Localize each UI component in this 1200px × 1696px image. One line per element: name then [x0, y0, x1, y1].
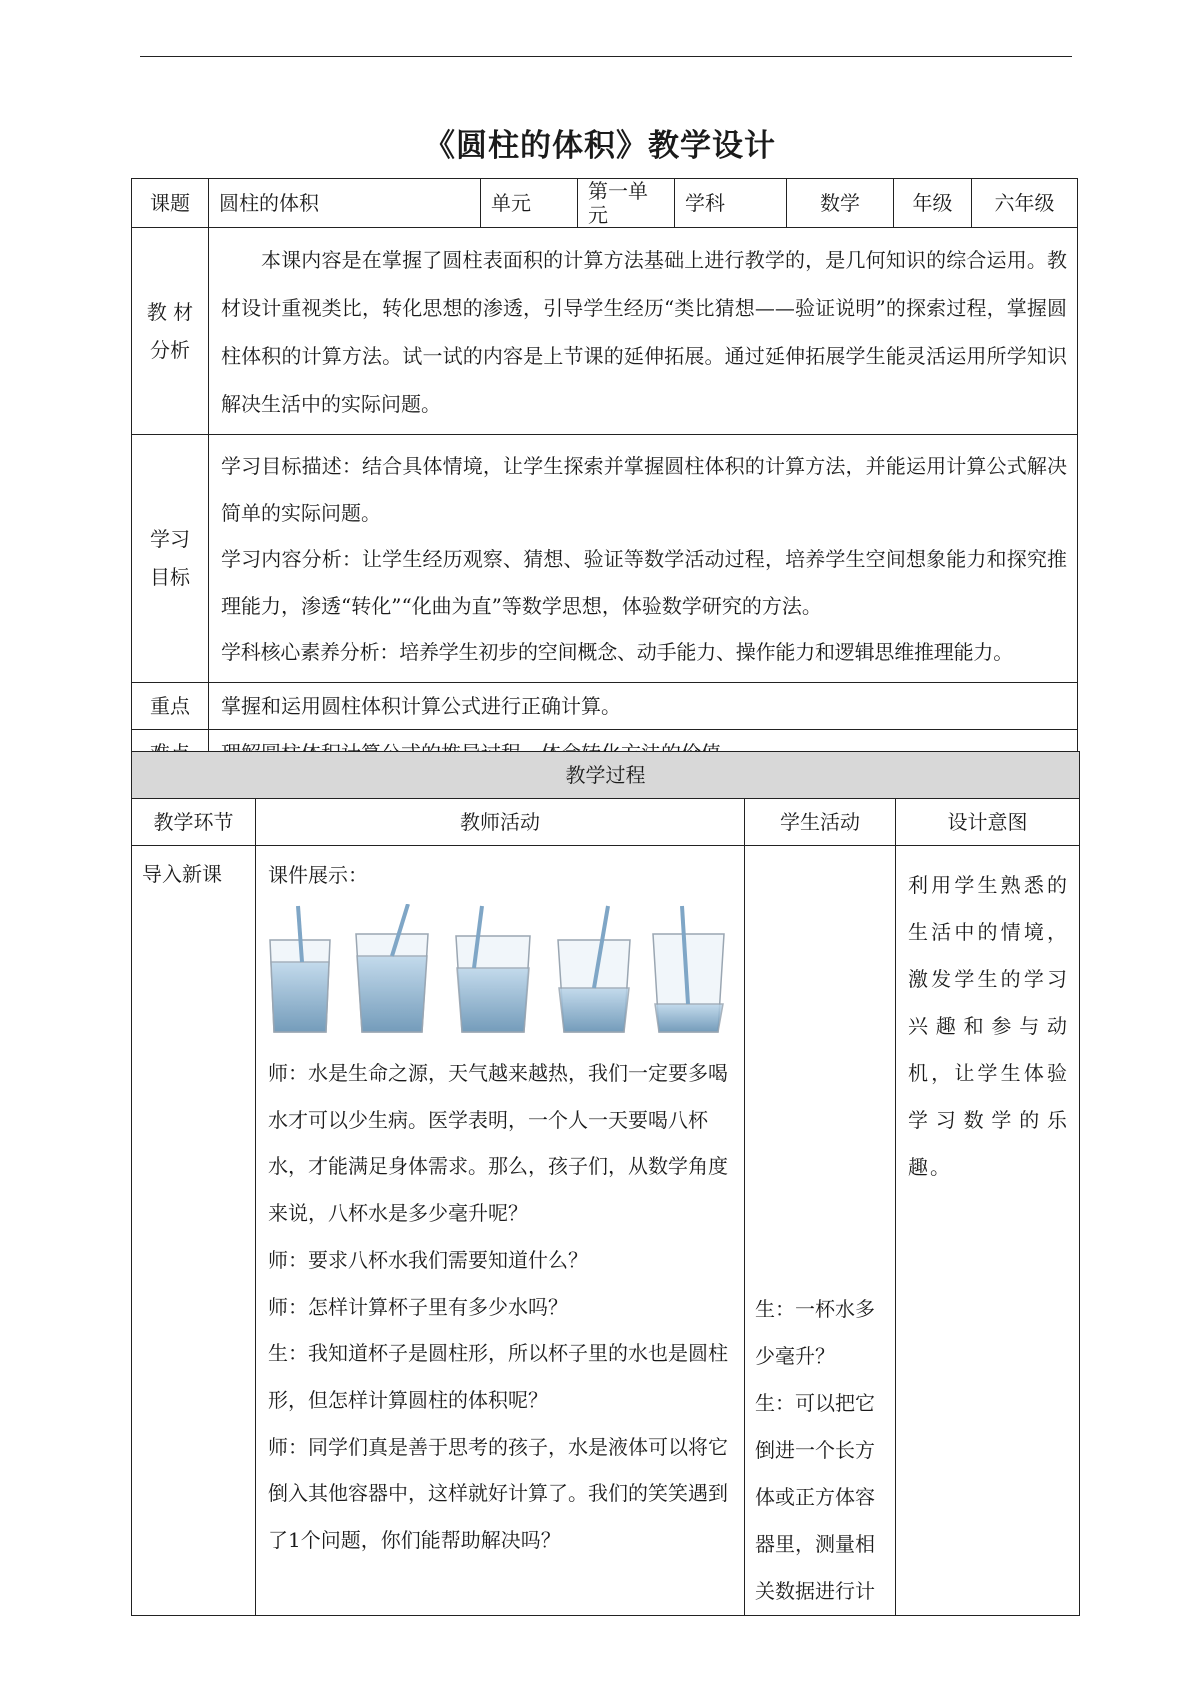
material-label: 教 材 分析 — [132, 228, 209, 435]
subject-value: 数学 — [787, 179, 894, 228]
unit-value: 第一单元 — [578, 179, 675, 228]
grade-label: 年级 — [894, 179, 972, 228]
teacher-line: 师：水是生命之源，天气越来越热，我们一定要多喝水才可以少生病。医学表明，一个人一天要喝八杯水，才能满足身体需求。那么，孩子们，从数学角度来说，八杯水是多少毫升呢？ — [268, 1061, 728, 1226]
process-table — [131, 751, 1080, 1616]
header-student: 学生活动 — [745, 799, 896, 846]
process-title: 教学过程 — [132, 752, 1080, 799]
student-activity — [745, 846, 896, 1616]
glass-1 — [270, 906, 330, 1032]
student-line: 生：一杯水多少毫升？ — [755, 1297, 875, 1368]
glass-3 — [456, 906, 530, 1032]
process-body-row — [132, 846, 1080, 1616]
document-title: 《圆柱的体积》教学设计 — [424, 128, 776, 164]
key-text: 掌握和运用圆柱体积计算公式进行正确计算。 — [209, 682, 1078, 729]
teacher-line: 生：我知道杯子是圆柱形，所以杯子里的水也是圆柱形，但怎样计算圆柱的体积呢？ — [268, 1341, 728, 1412]
info-row-key — [132, 682, 1078, 729]
subject-label: 学科 — [675, 179, 787, 228]
key-label: 重点 — [132, 682, 209, 729]
info-table — [131, 178, 1078, 777]
goal-line: 学习内容分析：让学生经历观察、猜想、验证等数学活动过程，培养学生空间想象能力和探究推理能力，渗透“转化”“化曲为直”等数学思想，体验数学研究的方法。 — [221, 547, 1067, 618]
phase-label: 导入新课 — [132, 846, 256, 1616]
grade-value: 六年级 — [972, 179, 1078, 228]
unit-label: 单元 — [481, 179, 578, 228]
goal-label: 学习 目标 — [132, 435, 209, 683]
goal-text — [209, 435, 1078, 683]
header-phase: 教学环节 — [132, 799, 256, 846]
info-row-material — [132, 228, 1078, 435]
process-title-row — [132, 752, 1080, 799]
topic-label: 课题 — [132, 179, 209, 228]
info-row-topic — [132, 179, 1078, 228]
teacher-line: 师：怎样计算杯子里有多少水吗？ — [268, 1294, 568, 1319]
info-row-goals — [132, 435, 1078, 683]
goal-line: 学习目标描述：结合具体情境，让学生探索并掌握圆柱体积的计算方法，并能运用计算公式解决简单的实际问题。 — [221, 454, 1067, 525]
header-teacher: 教师活动 — [256, 799, 745, 846]
goal-line: 学科核心素养分析：培养学生初步的空间概念、动手能力、操作能力和逻辑思维推理能力。 — [221, 640, 1013, 664]
material-text: 本课内容是在掌握了圆柱表面积的计算方法基础上进行教学的，是几何知识的综合运用。教材设计重视类比，转化思想的渗透，引导学生经历“类比猜想——验证说明”的探索过程，掌握圆柱体积的计算方法。试一试的内容是上节课的延伸拓展。通过延伸拓展学生能灵活运用所学知识解决生活中的实际问题。 — [209, 228, 1078, 435]
glass-5 — [653, 906, 724, 1032]
header-rule — [140, 56, 1072, 57]
teacher-line: 师：同学们真是善于思考的孩子，水是液体可以将它倒入其他容器中，这样就好计算了。我们的笑笑遇到了1个问题，你们能帮助解决吗？ — [268, 1434, 728, 1553]
glass-2 — [356, 904, 428, 1032]
header-intent: 设计意图 — [896, 799, 1080, 846]
student-line: 生：可以把它倒进一个长方体或正方体容器里，测量相关数据进行计 — [755, 1391, 875, 1603]
topic-value: 圆柱的体积 — [209, 179, 481, 228]
teacher-line: 师：要求八杯水我们需要知道什么？ — [268, 1247, 588, 1272]
design-intent: 利用学生熟悉的生活中的情境，激发学生的学习兴趣和参与动机，让学生体验学习数学的乐趣。 — [896, 846, 1080, 1616]
process-header-row — [132, 799, 1080, 846]
glass-4 — [558, 906, 630, 1032]
courseware-label: 课件展示： — [268, 863, 368, 887]
water-glasses-image — [268, 904, 726, 1036]
teacher-activity — [256, 846, 745, 1616]
